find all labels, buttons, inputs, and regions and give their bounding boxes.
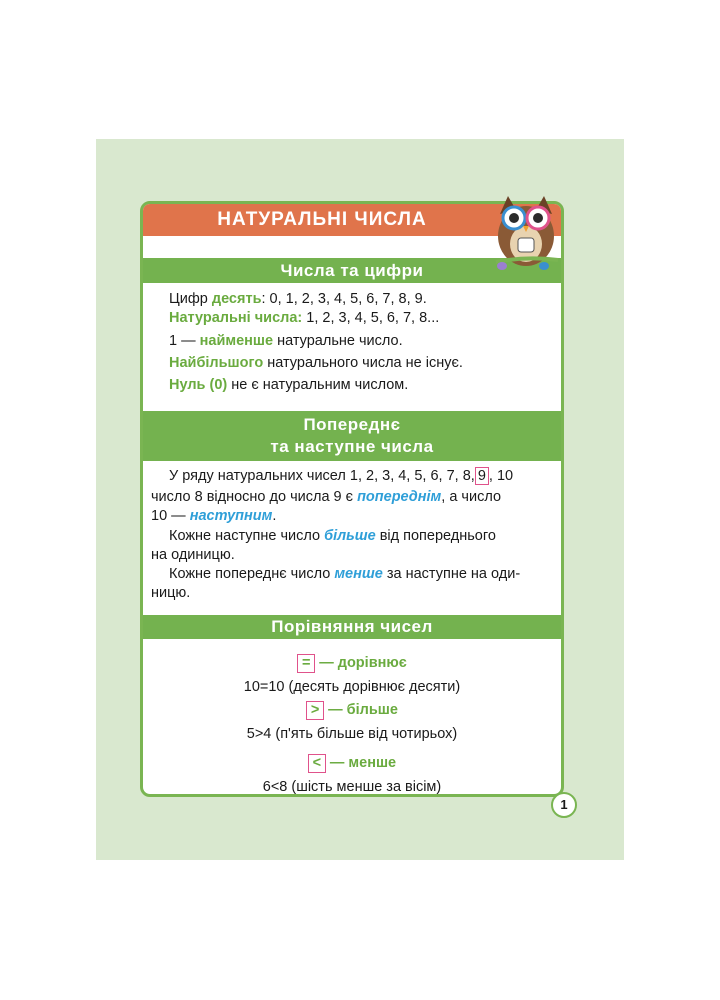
- less-definition: < — менше: [143, 754, 561, 773]
- owl-icon: [486, 186, 566, 272]
- equal-definition: = — дорівнює: [143, 654, 561, 673]
- greater-rule-cont: на одиницю.: [151, 547, 235, 563]
- largest-line: Найбільшого натурального числа не існує.: [169, 355, 463, 371]
- less-rule-cont: ницю.: [151, 585, 191, 601]
- info-card: [140, 201, 564, 797]
- zero-line: Нуль (0) не є натуральним числом.: [169, 377, 409, 393]
- less-rule-line: Кожне попереднє число менше за наступне на оди-: [169, 566, 521, 582]
- equal-sign-box: =: [297, 654, 315, 673]
- sequence-line: У ряду натуральних чисел 1, 2, 3, 4, 5, 6, 7, 8, 9 , 10: [169, 468, 514, 484]
- greater-definition: > — більше: [143, 701, 561, 720]
- highlighted-nine: 9: [475, 467, 489, 485]
- section-heading-comparison: Порівняння чисел: [143, 615, 561, 639]
- equal-example: 10=10 (десять дорівнює десяти): [243, 679, 461, 695]
- section-heading-numbers-digits: Числа та цифри: [143, 258, 561, 283]
- greater-rule-line: Кожне наступне число більше від попереднього: [169, 528, 496, 544]
- smallest-line: 1 — найменше натуральне число.: [169, 333, 403, 349]
- natural-numbers-line: Натуральні числа: 1, 2, 3, 4, 5, 6, 7, 8...: [169, 310, 440, 326]
- digits-line: Цифр десять: 0, 1, 2, 3, 4, 5, 6, 7, 8, 9.: [169, 291, 427, 307]
- next-line: 10 — наступним.: [151, 508, 277, 524]
- less-sign-box: <: [308, 754, 326, 773]
- page-title: НАТУРАЛЬНІ ЧИСЛА: [143, 204, 561, 236]
- section-heading-previous-next: Попереднє та наступне числа: [143, 411, 561, 461]
- page-number: 1: [551, 792, 577, 818]
- previous-line: число 8 відносно до числа 9 є попереднім, а число: [151, 489, 502, 505]
- greater-sign-box: >: [306, 701, 324, 720]
- greater-example: 5>4 (п'ять більше від чотирьох): [246, 726, 458, 742]
- less-example: 6<8 (шість менше за вісім): [262, 779, 442, 795]
